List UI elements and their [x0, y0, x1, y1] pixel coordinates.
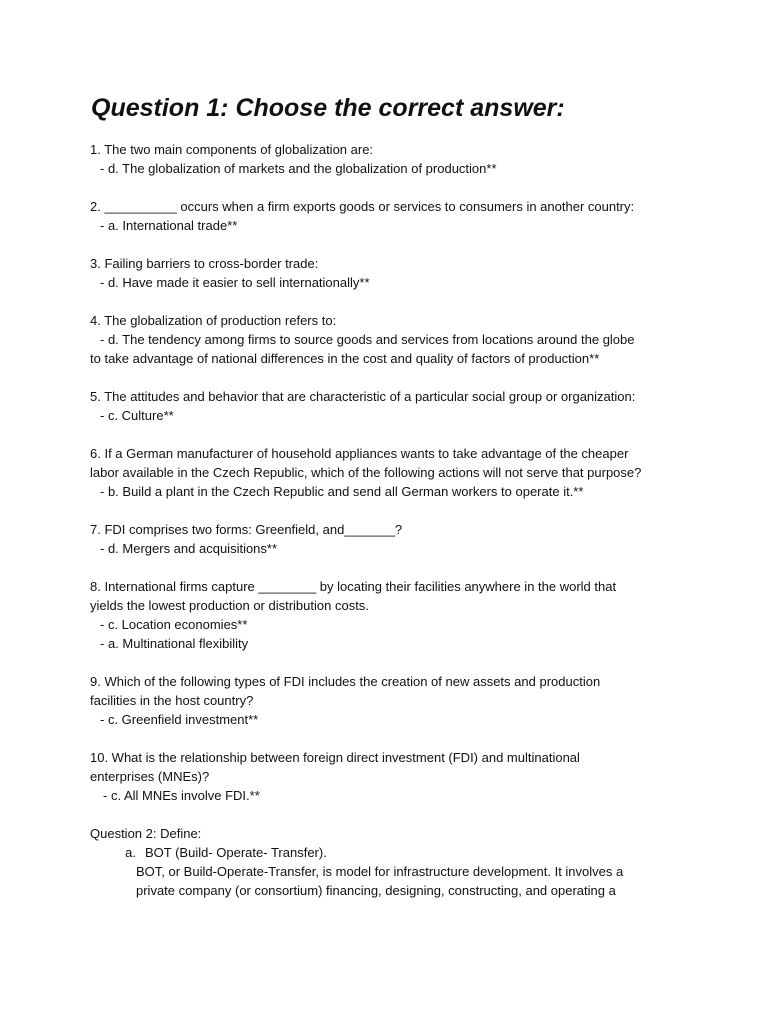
question-text: 5. The attitudes and behavior that are characteristic of a particular social group or organization:	[90, 389, 636, 404]
page-title: Question 1: Choose the correct answer:	[91, 94, 565, 122]
question-item	[90, 387, 690, 425]
question-text-continued: facilities in the host country?	[90, 693, 254, 708]
question-text: 4. The globalization of production refers to:	[90, 313, 337, 328]
answer-text: - c. Culture**	[100, 408, 174, 423]
answer-text-continued: to take advantage of national differences in the cost and quality of factors of production**	[90, 351, 600, 366]
answer-text: - d. Have made it easier to sell internationally**	[100, 275, 370, 290]
question-text: 3. Failing barriers to cross-border trade:	[90, 256, 319, 271]
question-text-continued: labor available in the Czech Republic, which of the following actions will not serve that purpose?	[90, 465, 642, 480]
definition-term: BOT (Build- Operate- Transfer).	[145, 845, 327, 860]
answer-text: - a. International trade**	[100, 218, 238, 233]
question-item	[90, 444, 690, 501]
list-marker: a.	[125, 845, 136, 860]
answer-text: - c. Greenfield investment**	[100, 712, 259, 727]
question-item	[90, 254, 690, 292]
question-text: 10. What is the relationship between foreign direct investment (FDI) and multinational	[90, 750, 580, 765]
question-item	[90, 520, 690, 558]
question-item	[90, 197, 690, 235]
answer-text: - c. All MNEs involve FDI.**	[103, 788, 260, 803]
answer-text: - d. The globalization of markets and the globalization of production**	[100, 161, 497, 176]
question-text: 1. The two main components of globalization are:	[90, 142, 374, 157]
question-item	[90, 748, 690, 805]
question-text: 7. FDI comprises two forms: Greenfield, and_______?	[90, 522, 403, 537]
question-text-continued: yields the lowest production or distribution costs.	[90, 598, 369, 613]
answer-text: - c. Location economies**	[100, 617, 248, 632]
answer-text: - b. Build a plant in the Czech Republic and send all German workers to operate it.**	[100, 484, 584, 499]
question-item	[90, 311, 690, 368]
question-text: 8. International firms capture ________ by locating their facilities anywhere in the world that	[90, 579, 617, 594]
question-item	[90, 140, 690, 178]
section-heading: Question 2: Define:	[90, 826, 202, 841]
definition-text: private company (or consortium) financing, designing, constructing, and operating a	[136, 883, 616, 898]
definition-item	[90, 843, 690, 862]
question-item	[90, 672, 690, 729]
answer-text: - d. The tendency among firms to source goods and services from locations around the globe	[100, 332, 635, 347]
question-text: 6. If a German manufacturer of household appliances wants to take advantage of the cheaper	[90, 446, 629, 461]
answer-text: - a. Multinational flexibility	[100, 636, 249, 651]
question-item	[90, 577, 690, 653]
question-text-continued: enterprises (MNEs)?	[90, 769, 210, 784]
question2-section	[90, 824, 690, 900]
question-text: 2. __________ occurs when a firm exports goods or services to consumers in another country:	[90, 199, 635, 214]
definition-text: BOT, or Build-Operate-Transfer, is model for infrastructure development. It involves a	[136, 864, 624, 879]
question-text: 9. Which of the following types of FDI includes the creation of new assets and production	[90, 674, 601, 689]
answer-text: - d. Mergers and acquisitions**	[100, 541, 278, 556]
document-body	[90, 140, 690, 900]
